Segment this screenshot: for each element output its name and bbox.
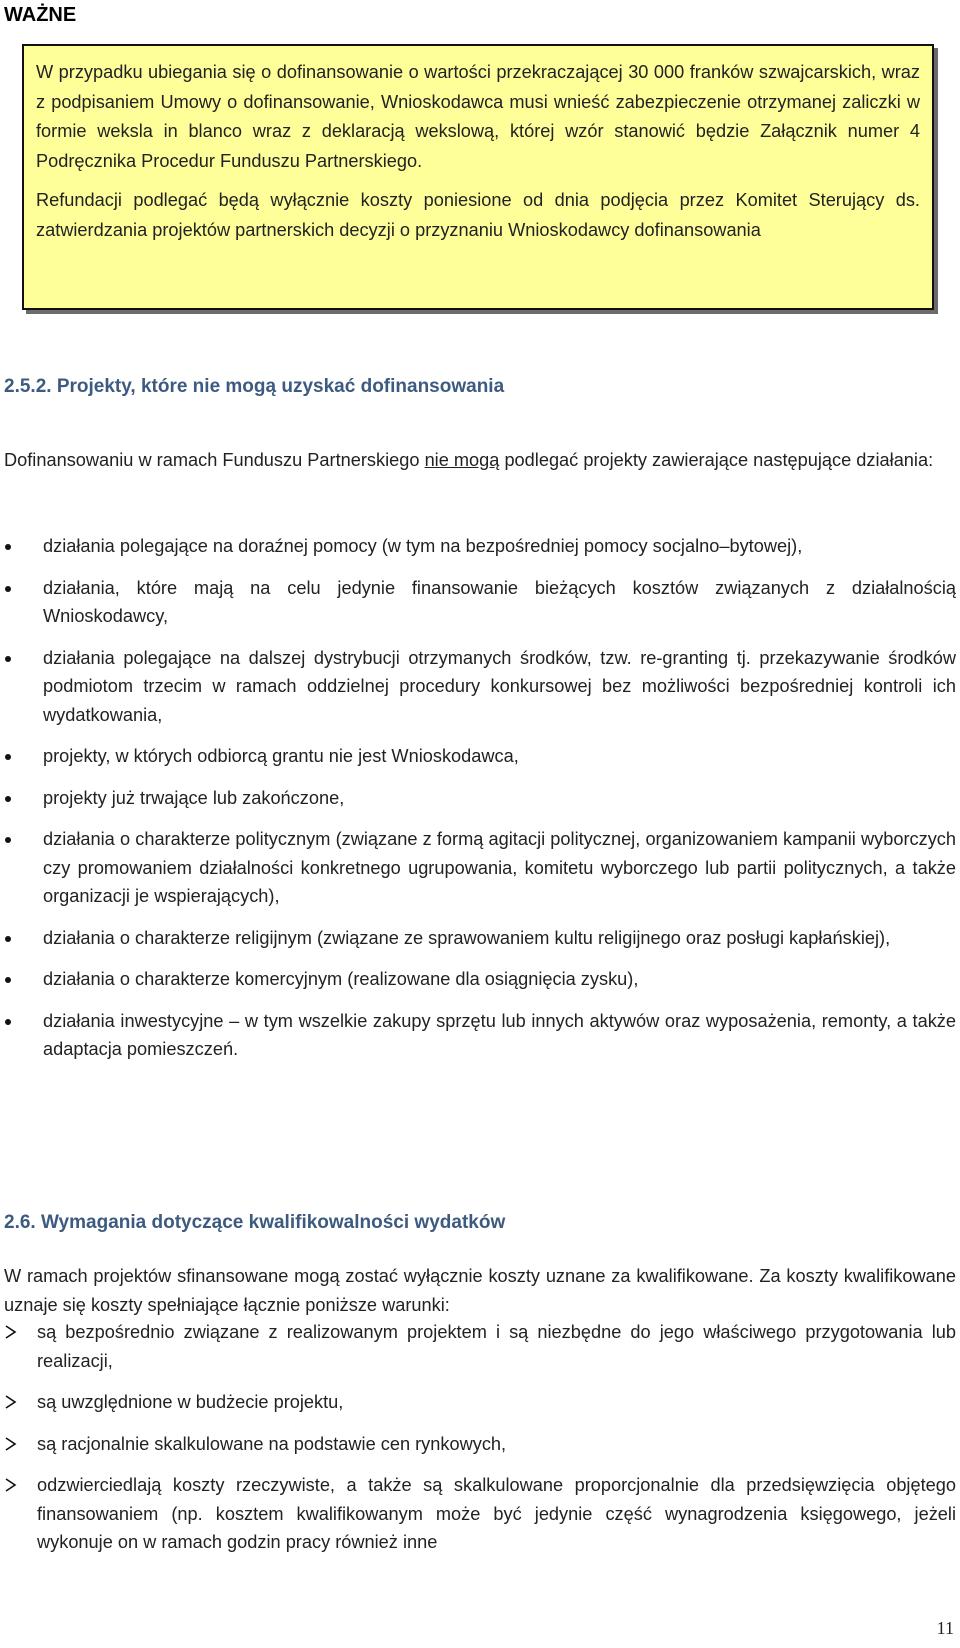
callout-paragraph-2: Refundacji podlegać będą wyłącznie koszty poniesione od dnia podjęcia przez Komitet Sterujący ds. zatwierdzania projektów partnerskich decyzji o przyznaniu Wnioskodawcy dofinansowania	[36, 190, 920, 240]
eligible-costs-conditions-list	[0, 1318, 956, 1557]
bullet-icon	[5, 754, 11, 760]
list-item-text: działania polegające na dalszej dystrybucji otrzymanych środków, tzw. re-granting tj. przekazywanie środków podmiotom trzecim w ramach oddzielnej procedury konkursowej bez możliwości bezpośredniej kontroli ich wydatkowania,	[43, 647, 956, 725]
arrow-bullet-icon	[4, 1392, 18, 1410]
list-item-text: działania o charakterze komercyjnym (realizowane dla osiągnięcia zysku),	[43, 969, 639, 989]
list-item	[0, 1388, 956, 1417]
bullet-icon	[5, 586, 11, 592]
list-item	[0, 965, 956, 994]
intro-underlined-text: nie mogą	[424, 450, 500, 470]
list-item-text: odzwierciedlają koszty rzeczywiste, a także są skalkulowane proporcjonalnie dla przedsięwzięcia objętego finansowaniem (np. kosztem kwalifikowanym może być jedynie część wynagrodzenia księgowego, jeżeli wykonuje on w ramach godzin pracy również inne	[37, 1475, 956, 1552]
list-item-text: są bezpośrednio związane z realizowanym projektem i są niezbędne do jego właściwego przygotowania lub realizacji,	[37, 1322, 956, 1371]
list-item-text: są uwzględnione w budżecie projektu,	[37, 1392, 344, 1412]
arrow-bullet-icon	[4, 1322, 18, 1340]
list-item	[0, 924, 956, 953]
section-2-6-intro: W ramach projektów sfinansowane mogą zostać wyłącznie koszty uznane za kwalifikowane. Za koszty kwalifikowane uznaje się koszty spełniające łącznie poniższe warunki:	[4, 1266, 956, 1315]
list-item-text: działania, które mają na celu jedynie finansowanie bieżących kosztów związanych z działalnością Wnioskodawcy,	[43, 577, 956, 626]
list-item	[0, 1007, 956, 1064]
bullet-icon	[5, 544, 11, 550]
bullet-icon	[5, 936, 11, 942]
list-item	[0, 742, 956, 771]
callout-paragraph-1: W przypadku ubiegania się o dofinansowanie o wartości przekraczającej 30 000 franków szwajcarskich, wraz z podpisaniem Umowy o dofinansowanie, Wnioskodawca musi wnieść zabezpieczenie otrzymanej zaliczki w formie weksla in blanco wraz z deklaracją wekslową, której wzór stanowić będzie Załącznik numer 4 Podręcznika Procedur Funduszu Partnerskiego.	[36, 62, 920, 171]
list-item	[0, 1318, 956, 1375]
bullet-icon	[5, 977, 11, 983]
list-item	[0, 1471, 956, 1557]
section-2-5-2-intro	[4, 446, 956, 475]
important-label: WAŻNE	[4, 4, 77, 26]
list-item-text: projekty już trwające lub zakończone,	[43, 787, 345, 808]
list-item-text: działania o charakterze politycznym (związane z formą agitacji politycznej, organizowaniem kampanii wyborczych czy promowaniem działalności konkretnego ugrupowania, komitetu wyborczego lub partii politycznych, a także organizacji je wspierających),	[43, 829, 956, 906]
page-number: 11	[936, 1618, 954, 1638]
intro-text-start: Dofinansowaniu w ramach Funduszu Partnerskiego	[4, 450, 425, 470]
section-heading-2-5-2: 2.5.2. Projekty, które nie mogą uzyskać dofinansowania	[4, 376, 505, 397]
list-item-text: są racjonalnie skalkulowane na podstawie cen rynkowych,	[37, 1433, 507, 1454]
list-item	[0, 532, 956, 561]
excluded-activities-list	[0, 532, 956, 1064]
section-heading-2-6: 2.6. Wymagania dotyczące kwalifikowalności wydatków	[4, 1212, 506, 1233]
list-item	[0, 574, 956, 631]
arrow-bullet-icon	[4, 1434, 18, 1452]
bullet-icon	[5, 796, 11, 802]
bullet-icon	[5, 656, 11, 662]
important-callout-box	[22, 44, 934, 310]
list-item-text: projekty, w których odbiorcą grantu nie jest Wnioskodawca,	[43, 746, 519, 766]
list-item-text: działania polegające na doraźnej pomocy (w tym na bezpośredniej pomocy socjalno–bytowej),	[43, 536, 803, 556]
arrow-bullet-icon	[4, 1475, 18, 1493]
list-item-text: działania o charakterze religijnym (związane ze sprawowaniem kultu religijnego oraz posługi kapłańskiej),	[43, 927, 891, 948]
list-item	[0, 825, 956, 911]
bullet-icon	[5, 1019, 11, 1025]
bullet-icon	[5, 837, 11, 843]
list-item	[0, 784, 956, 813]
list-item	[0, 1430, 956, 1459]
list-item-text: działania inwestycyjne – w tym wszelkie zakupy sprzętu lub innych aktywów oraz wyposażenia, remonty, a także adaptacja pomieszczeń.	[43, 1010, 956, 1059]
list-item	[0, 644, 956, 730]
intro-text-end: podlegać projekty zawierające następujące działania:	[499, 450, 934, 470]
